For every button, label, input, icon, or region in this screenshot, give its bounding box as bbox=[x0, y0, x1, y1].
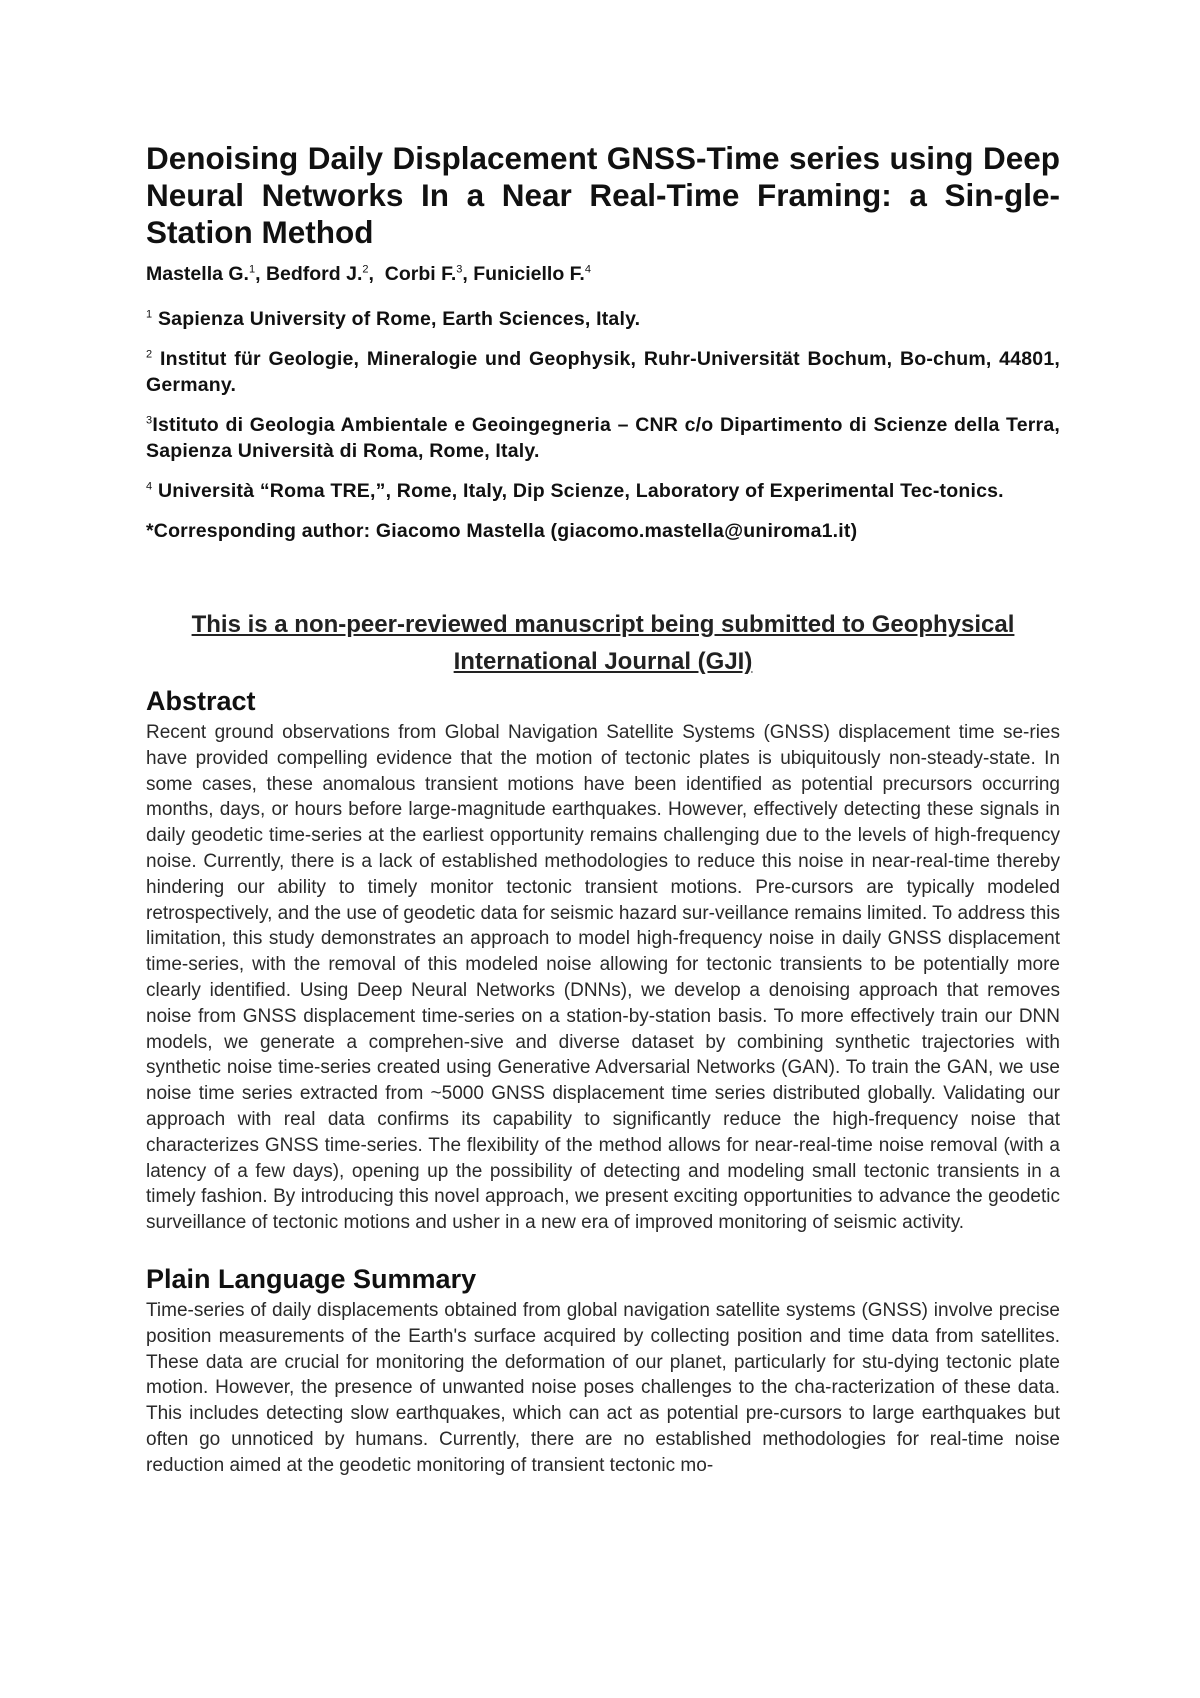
affiliation bbox=[146, 412, 1060, 464]
abstract-heading: Abstract bbox=[146, 686, 256, 716]
affiliation-text: Istituto di Geologia Ambientale e Geoingegneria – CNR c/o Dipartimento di Scienze della Terra, Sapienza Università di Roma, Rome, Italy. bbox=[146, 414, 1060, 462]
plain-summary-text: Time-series of daily displacements obtained from global navigation satellite systems (GNSS) involve precise position measurements of the Earth's surface acquired by collecting position and time data from satellites. These data are crucial for monitoring the deformation of our planet, particularly for stu-dying tectonic plate motion. However, the presence of unwanted noise poses challenges to the cha-racterization of these data. This includes detecting slow earthquakes, which can act as potential pre-cursors to large earthquakes but often go unnoticed by humans. Currently, there are no established methodologies for real-time noise reduction aimed at the geodetic monitoring of transient tectonic mo- bbox=[146, 1299, 1060, 1476]
author-name: Mastella G. bbox=[146, 263, 249, 285]
affiliation-text: Institut für Geologie, Mineralogie und Geophysik, Ruhr-Universität Bochum, Bo-chum, 44801, Germany. bbox=[146, 348, 1060, 396]
abstract-text: Recent ground observations from Global Navigation Satellite Systems (GNSS) displacement time se-ries have provided compelling evidence that the motion of tectonic plates is ubiquitously non-steady-state. In some cases, these anomalous transient motions have been identified as potential precursors occurring months, days, or hours before large-magnitude earthquakes. However, effectively detecting these signals in daily geodetic time-series at the earliest opportunity remains challenging due to the levels of high-frequency noise. Currently, there is a lack of established methodologies to reduce this noise in near-real-time thereby hindering our ability to timely monitor tectonic transient motions. Pre-cursors are typically modeled retrospectively, and the use of geodetic data for seismic hazard sur-veillance remains limited. To address this limitation, this study demonstrates an approach to model high-frequency noise in daily GNSS displacement time-series, with the removal of this modeled noise allowing for tectonic transients to be potentially more clearly identified. Using Deep Neural Networks (DNNs), we develop a denoising approach that removes noise from GNSS displacement time-series on a station-by-station basis. To more effectively train our DNN models, we generate a comprehen-sive and diverse dataset by combining synthetic trajectories with synthetic noise time-series created using Generative Adversarial Networks (GAN). To train the GAN, we use noise time series extracted from ~5000 GNSS displacement time series distributed globally. Validating our approach with real data confirms its capability to significantly reduce the high-frequency noise that characterizes GNSS time-series. The flexibility of the method allows for near-real-time noise removal (with a latency of a few days), opening up the possibility of detecting and modeling small tectonic transients in a timely fashion. By introducing this novel approach, we present exciting opportunities to advance the geodetic surveillance of tectonic motions and usher in a new era of improved monitoring of seismic activity. bbox=[146, 722, 1060, 1234]
affiliation bbox=[146, 346, 1060, 398]
corresponding-author: *Corresponding author: Giacomo Mastella (giacomo.mastella@uniroma1.it) bbox=[146, 520, 858, 542]
author-affiliation-number: 1 bbox=[248, 263, 256, 276]
author-affiliation-number: 3 bbox=[456, 263, 463, 276]
author-affiliation-number: 2 bbox=[362, 263, 369, 276]
paper-title: Denoising Daily Displacement GNSS-Time series using Deep Neural Networks In a Near Real-Time Framing: a Sin-gle-Station Method bbox=[146, 140, 1060, 250]
affiliation-number: 4 bbox=[146, 480, 153, 493]
plain-summary-heading: Plain Language Summary bbox=[146, 1263, 477, 1294]
paper-page bbox=[146, 140, 1060, 1479]
affiliation-number: 2 bbox=[146, 348, 153, 361]
author-name: Funiciello F. bbox=[473, 263, 585, 285]
manuscript-notice: This is a non-peer-reviewed manuscript being submitted to Geophysical International Journal (GJI) bbox=[191, 611, 1015, 675]
author-name: Bedford J. bbox=[265, 263, 363, 285]
author-name: Corbi F. bbox=[384, 263, 457, 285]
affiliation-text: Università “Roma TRE,”, Rome, Italy, Dip Scienze, Laboratory of Experimental Tec-tonics. bbox=[157, 480, 1004, 502]
affiliation-number: 1 bbox=[146, 308, 153, 321]
affiliation bbox=[146, 306, 1060, 332]
affiliation bbox=[146, 478, 1060, 504]
affiliation-number: 3 bbox=[146, 414, 153, 427]
author-list: Mastella G.$^1$, Bedford J.$^2$, Corbi F.$^3$, Funiciello F.$^4$ bbox=[146, 263, 591, 285]
author-affiliation-number: 4 bbox=[584, 263, 591, 276]
affiliation-text: Sapienza University of Rome, Earth Sciences, Italy. bbox=[157, 308, 641, 330]
